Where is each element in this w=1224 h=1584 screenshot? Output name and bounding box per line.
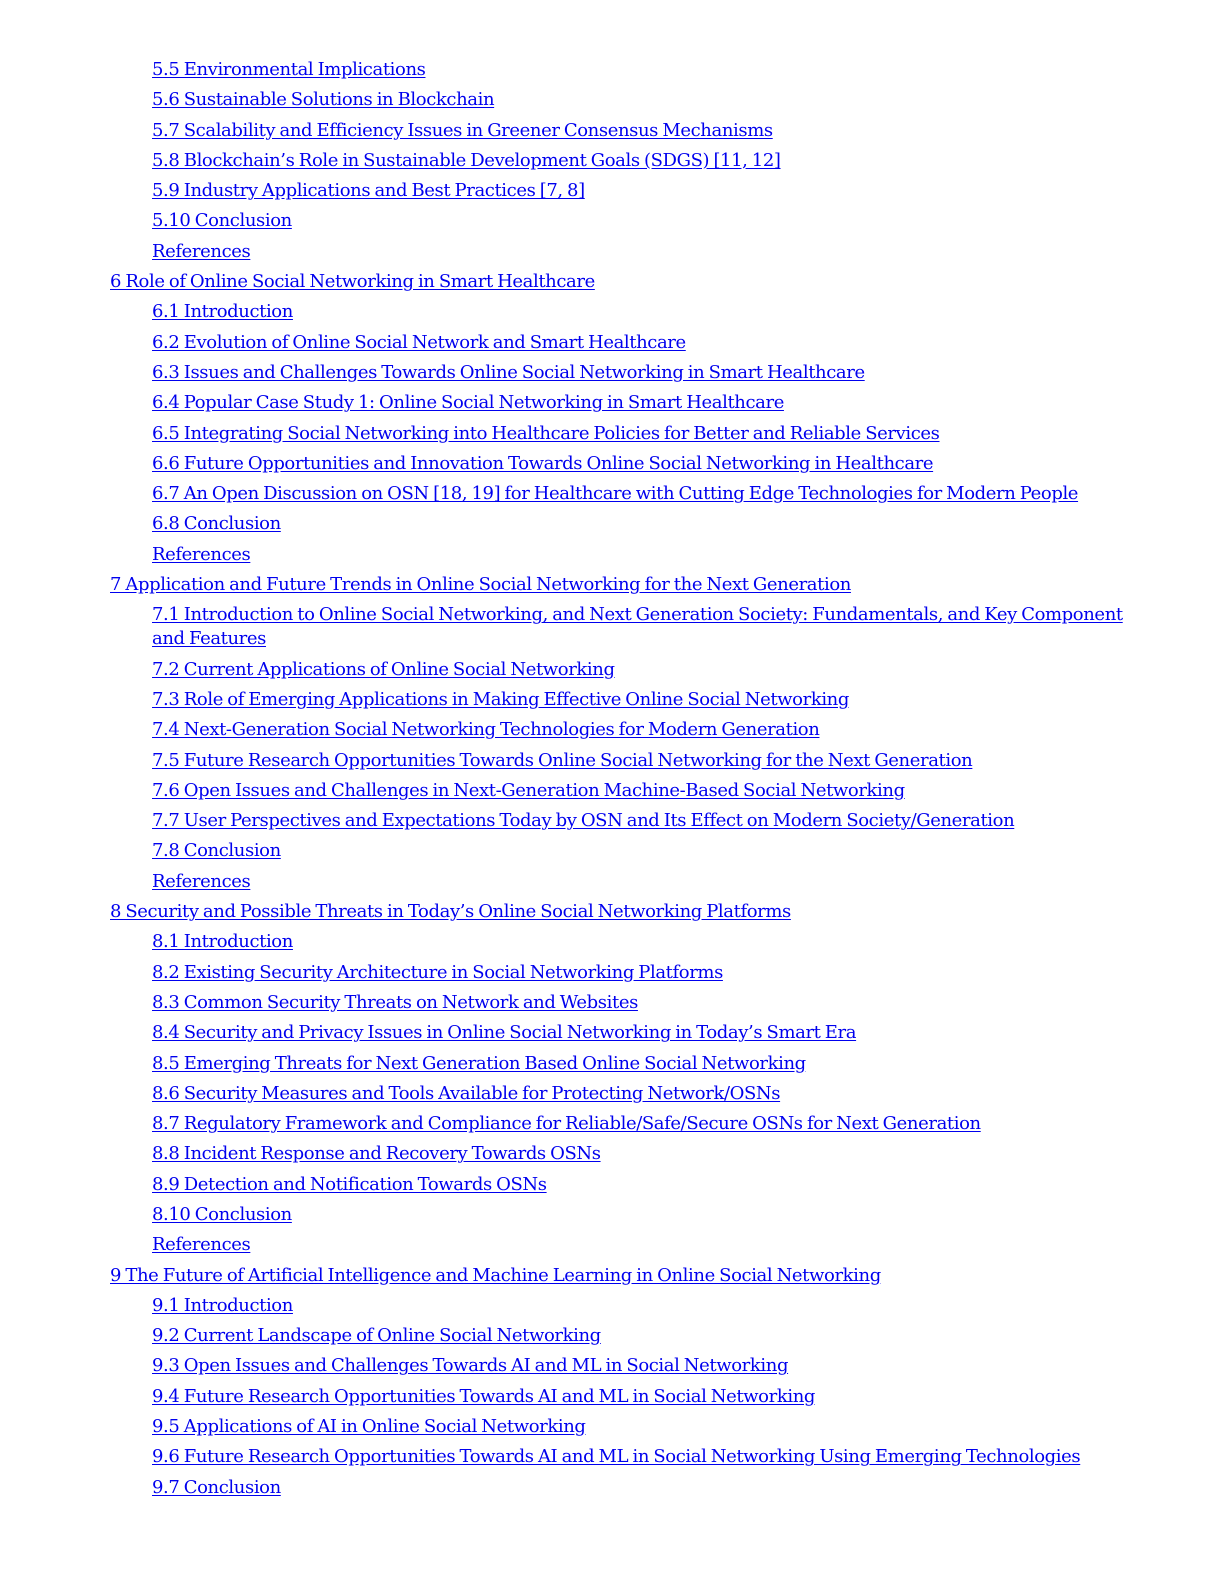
toc-link-9-3[interactable]: 9.3 Open Issues and Challenges Towards AI and ML in Social Networking xyxy=(152,1355,789,1377)
toc-link-7-7[interactable]: 7.7 User Perspectives and Expectations Today by OSN and Its Effect on Modern Society/Generation xyxy=(152,810,1015,832)
toc-link-7-2[interactable]: 7.2 Current Applications of Online Social Networking xyxy=(152,658,615,680)
toc-link-7-6[interactable]: 7.6 Open Issues and Challenges in Next-Generation Machine-Based Social Networking xyxy=(152,779,905,801)
toc-link-chapter-9[interactable]: 9 The Future of Artificial Intelligence and Machine Learning in Online Social Networking xyxy=(110,1264,881,1286)
toc-link-references-ch7[interactable]: References xyxy=(152,870,251,892)
toc-link-8-7[interactable]: 8.7 Regulatory Framework and Compliance for Reliable/Safe/Secure OSNs for Next Generation xyxy=(152,1113,981,1135)
toc-link-6-2[interactable]: 6.2 Evolution of Online Social Network and Smart Healthcare xyxy=(152,331,686,353)
toc-link-6-4[interactable]: 6.4 Popular Case Study 1: Online Social Networking in Smart Healthcare xyxy=(152,392,784,414)
toc-link-6-8[interactable]: 6.8 Conclusion xyxy=(152,513,281,535)
toc-link-9-7[interactable]: 9.7 Conclusion xyxy=(152,1476,281,1498)
toc-link-7-5[interactable]: 7.5 Future Research Opportunities Towards Online Social Networking for the Next Generation xyxy=(152,749,973,771)
toc-link-chapter-7[interactable]: 7 Application and Future Trends in Online Social Networking for the Next Generation xyxy=(110,574,851,596)
toc-link-references-ch5[interactable]: References xyxy=(152,240,251,262)
toc-link-8-4[interactable]: 8.4 Security and Privacy Issues in Online Social Networking in Today’s Smart Era xyxy=(152,1022,857,1044)
toc-link-9-1[interactable]: 9.1 Introduction xyxy=(152,1294,293,1316)
toc-link-9-5[interactable]: 9.5 Applications of AI in Online Social Networking xyxy=(152,1416,586,1438)
toc-link-8-10[interactable]: 8.10 Conclusion xyxy=(152,1203,292,1225)
toc-link-8-6[interactable]: 8.6 Security Measures and Tools Available for Protecting Network/OSNs xyxy=(152,1082,781,1104)
toc-link-chapter-8[interactable]: 8 Security and Possible Threats in Today’s Online Social Networking Platforms xyxy=(110,901,791,923)
toc-link-9-2[interactable]: 9.2 Current Landscape of Online Social Networking xyxy=(152,1325,601,1347)
toc-link-references-ch6[interactable]: References xyxy=(152,543,251,565)
toc-link-5-8[interactable]: 5.8 Blockchain’s Role in Sustainable Development Goals (SDGS) [11, 12] xyxy=(152,149,781,171)
table-of-contents xyxy=(0,58,1224,1506)
toc-link-8-3[interactable]: 8.3 Common Security Threats on Network and Websites xyxy=(152,991,638,1013)
toc-link-6-7[interactable]: 6.7 An Open Discussion on OSN [18, 19] for Healthcare with Cutting Edge Technologies for Modern People xyxy=(152,483,1079,505)
toc-link-5-6[interactable]: 5.6 Sustainable Solutions in Blockchain xyxy=(152,89,495,111)
toc-link-6-3[interactable]: 6.3 Issues and Challenges Towards Online Social Networking in Smart Healthcare xyxy=(152,361,865,383)
toc-link-8-1[interactable]: 8.1 Introduction xyxy=(152,931,293,953)
toc-link-5-9[interactable]: 5.9 Industry Applications and Best Practices [7, 8] xyxy=(152,180,585,202)
toc-link-8-9[interactable]: 8.9 Detection and Notification Towards OSNs xyxy=(152,1173,547,1195)
toc-link-8-5[interactable]: 8.5 Emerging Threats for Next Generation Based Online Social Networking xyxy=(152,1052,806,1074)
toc-link-6-1[interactable]: 6.1 Introduction xyxy=(152,301,293,323)
toc-link-7-8[interactable]: 7.8 Conclusion xyxy=(152,840,281,862)
toc-link-6-6[interactable]: 6.6 Future Opportunities and Innovation Towards Online Social Networking in Healthcare xyxy=(152,452,934,474)
toc-link-9-6[interactable]: 9.6 Future Research Opportunities Towards AI and ML in Social Networking Using Emerging Technologies xyxy=(152,1446,1081,1468)
toc-link-7-1[interactable]: 7.1 Introduction to Online Social Networking, and Next Generation Society: Fundamentals, and Key Component and Features xyxy=(152,604,1123,650)
toc-link-8-2[interactable]: 8.2 Existing Security Architecture in Social Networking Platforms xyxy=(152,961,723,983)
toc-link-5-7[interactable]: 5.7 Scalability and Efficiency Issues in Greener Consensus Mechanisms xyxy=(152,119,773,141)
toc-link-7-3[interactable]: 7.3 Role of Emerging Applications in Making Effective Online Social Networking xyxy=(152,688,849,710)
toc-link-7-4[interactable]: 7.4 Next-Generation Social Networking Technologies for Modern Generation xyxy=(152,719,820,741)
toc-link-5-10[interactable]: 5.10 Conclusion xyxy=(152,210,292,232)
toc-link-8-8[interactable]: 8.8 Incident Response and Recovery Towards OSNs xyxy=(152,1143,601,1165)
toc-link-references-ch8[interactable]: References xyxy=(152,1234,251,1256)
toc-link-9-4[interactable]: 9.4 Future Research Opportunities Towards AI and ML in Social Networking xyxy=(152,1385,816,1407)
toc-link-5-5[interactable]: 5.5 Environmental Implications xyxy=(152,59,426,80)
toc-link-chapter-6[interactable]: 6 Role of Online Social Networking in Smart Healthcare xyxy=(110,271,595,293)
toc-link-6-5[interactable]: 6.5 Integrating Social Networking into Healthcare Policies for Better and Reliable Services xyxy=(152,422,940,444)
